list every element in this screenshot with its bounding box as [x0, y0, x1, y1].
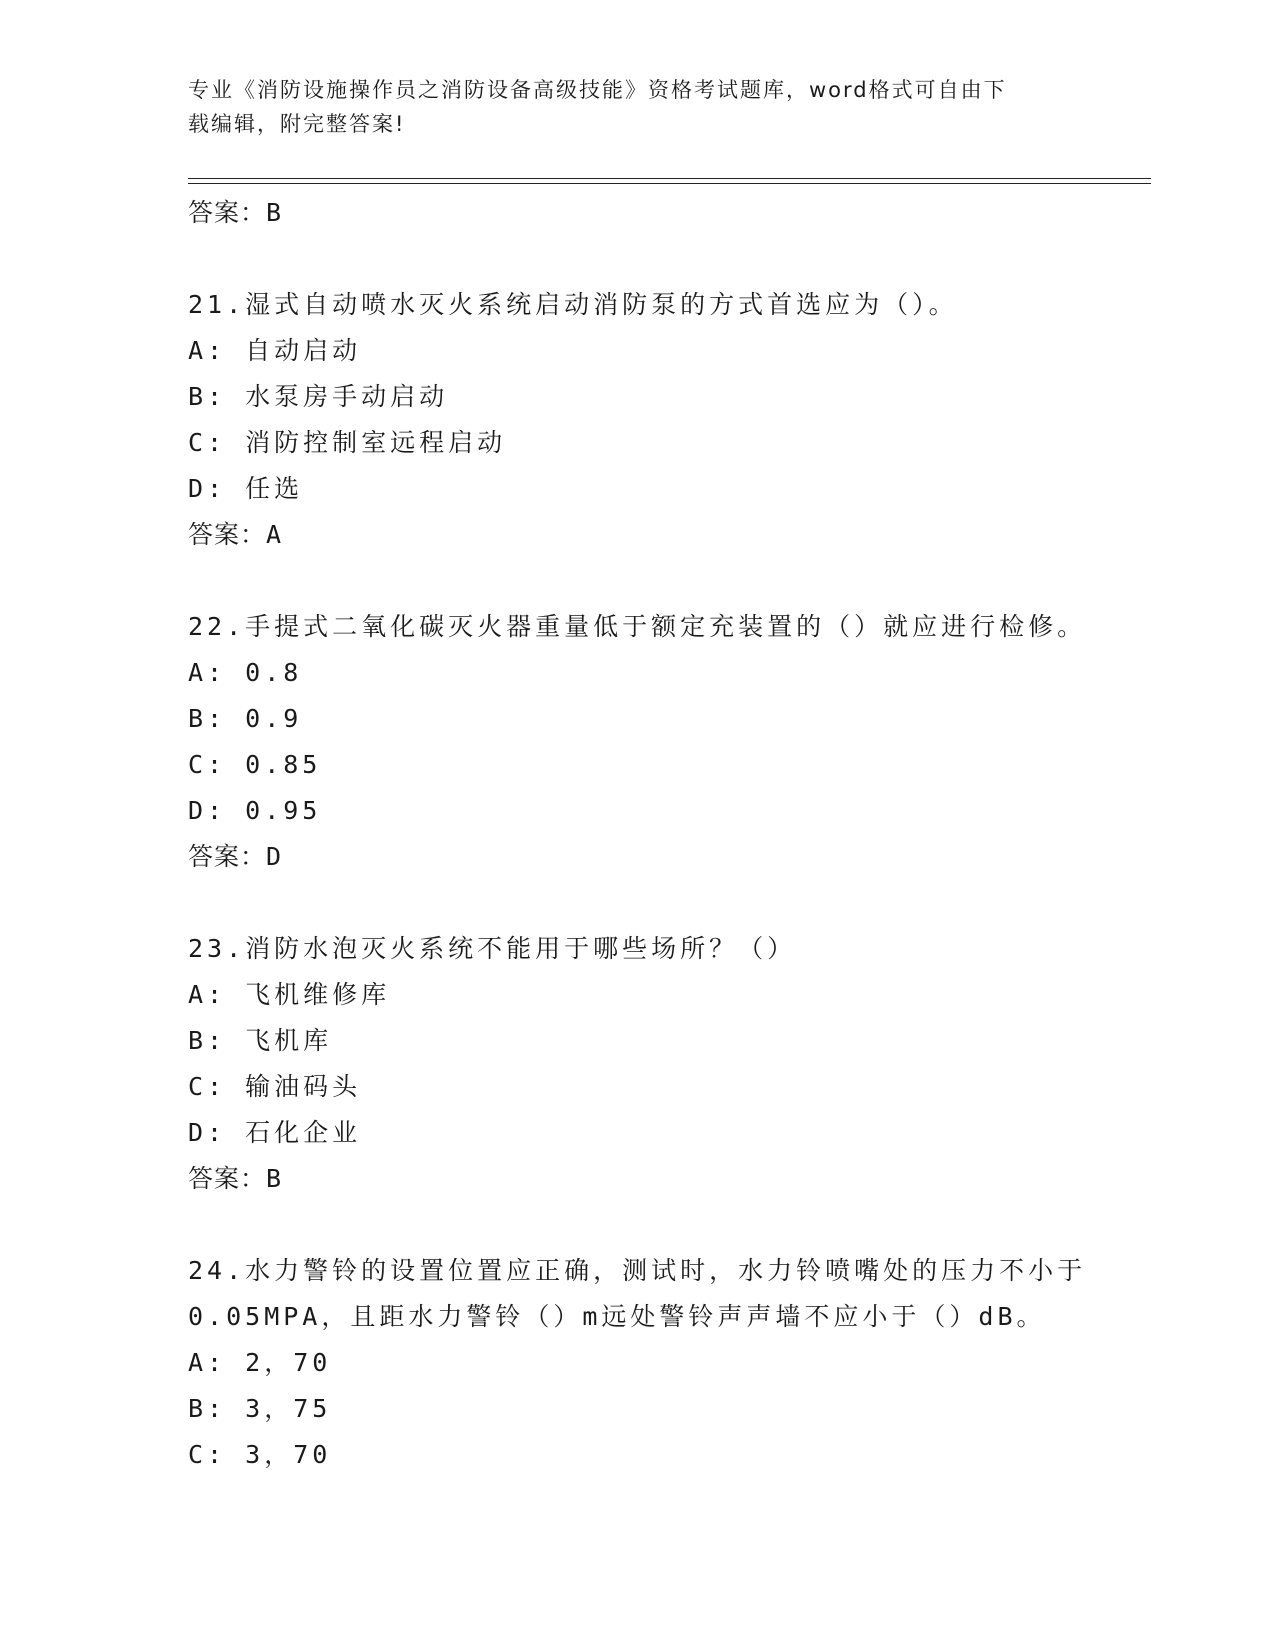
option-c: C: 输油码头 — [188, 1072, 362, 1101]
option-a: A: 2，70 — [188, 1348, 332, 1377]
option-d: D: 0.95 — [188, 796, 322, 825]
option-c: C: 3，70 — [188, 1440, 332, 1469]
answer-line: 答案：B — [188, 198, 283, 227]
header-divider-top — [188, 178, 1151, 179]
question-text-line-2: 0.05MPA，且距水力警铃（）m远处警铃声声墙不应小于（）dB。 — [188, 1302, 1046, 1331]
question-text — [188, 1248, 1088, 1340]
option-b: B: 水泵房手动启动 — [188, 382, 449, 411]
header-divider-bottom — [188, 183, 1151, 184]
option-c: C: 0.85 — [188, 750, 322, 779]
question-text: 23.消防水泡灭火系统不能用于哪些场所？（） — [188, 934, 797, 963]
question-text: 22.手提式二氧化碳灭火器重量低于额定充装置的（）就应进行检修。 — [188, 612, 1087, 641]
option-d: D: 任选 — [188, 474, 304, 503]
option-a: A: 自动启动 — [188, 336, 362, 365]
answer-line: 答案：A — [188, 520, 283, 549]
question-text: 21.湿式自动喷水灭火系统启动消防泵的方式首选应为（）。 — [188, 290, 958, 319]
option-a: A: 飞机维修库 — [188, 980, 391, 1009]
answer-line: 答案：B — [188, 1164, 283, 1193]
document-header — [188, 73, 1068, 141]
header-line-2: 载编辑，附完整答案! — [188, 112, 406, 136]
option-d: D: 石化企业 — [188, 1118, 362, 1147]
question-list — [188, 190, 1088, 1478]
answer-line: 答案：D — [188, 842, 283, 871]
option-c: C: 消防控制室远程启动 — [188, 428, 507, 457]
option-b: B: 3，75 — [188, 1394, 332, 1423]
option-b: B: 飞机库 — [188, 1026, 333, 1055]
option-b: B: 0.9 — [188, 704, 303, 733]
header-line-1: 专业《消防设施操作员之消防设备高级技能》资格考试题库，word格式可自由下 — [188, 78, 1007, 102]
option-a: A: 0.8 — [188, 658, 303, 687]
question-text-line-1: 24.水力警铃的设置位置应正确，测试时，水力铃喷嘴处的压力不小于 — [188, 1256, 1087, 1285]
